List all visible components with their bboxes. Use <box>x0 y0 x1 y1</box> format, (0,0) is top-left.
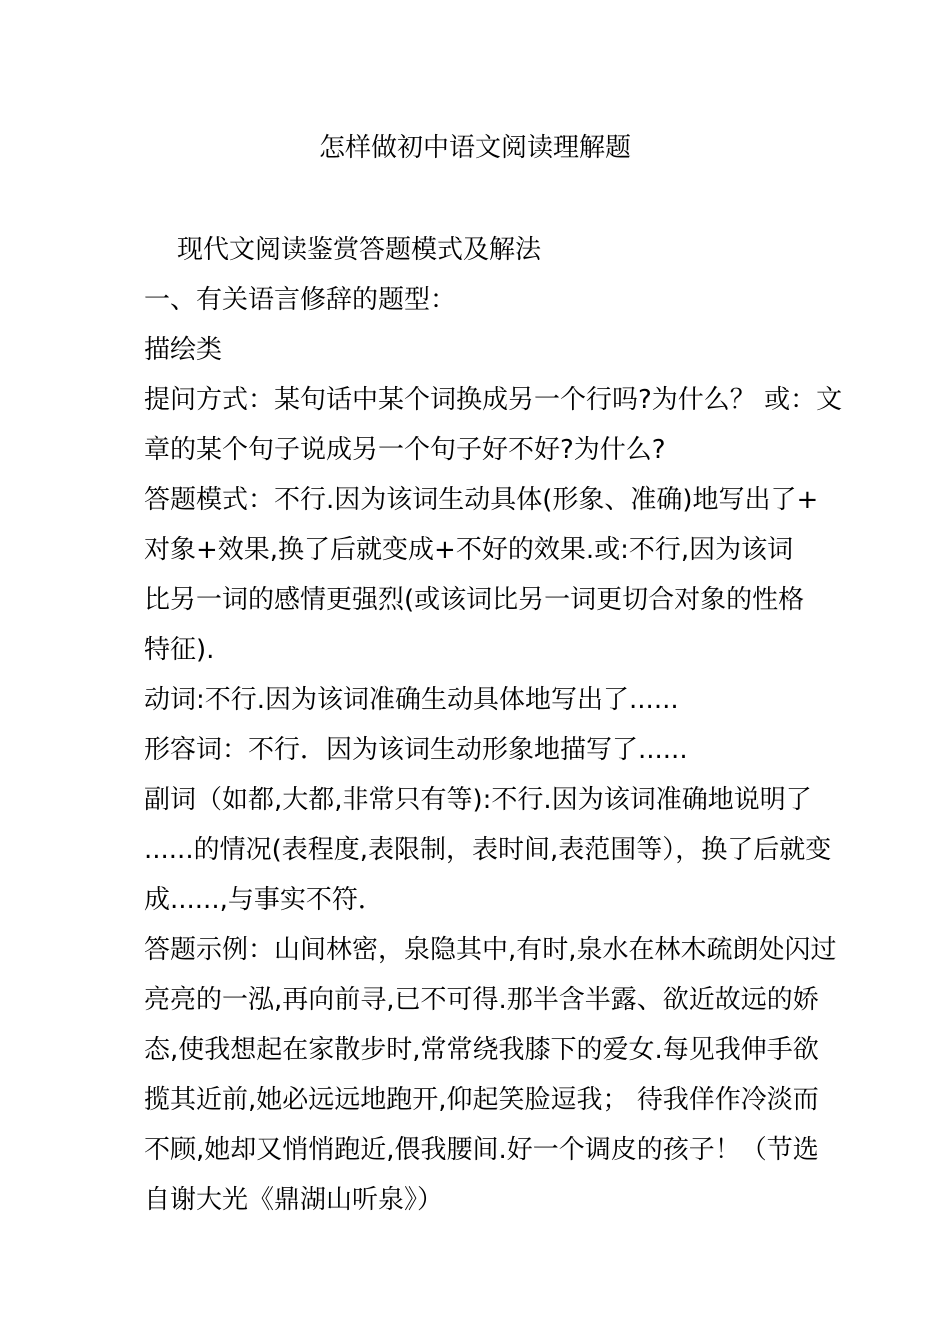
text-line: 成......,与事实不符． <box>144 885 384 915</box>
text-line: 提问方式：某句话中某个词换成另一个行吗?为什么？ 或：文 <box>144 385 843 415</box>
text-line: 描绘类 <box>144 335 223 365</box>
text-line: 形容词：不行．因为该词生动形象地描写了...... <box>144 735 688 765</box>
text-line: 一、有关语言修辞的题型： <box>144 285 457 315</box>
text-line: 特征). <box>144 635 215 665</box>
document-body <box>144 280 843 1230</box>
text-line: 答题示例：山间林密，泉隐其中,有时,泉水在林木疏朗处闪过 <box>144 935 837 965</box>
text-line: 自谢大光《鼎湖山听泉》） <box>144 1185 444 1215</box>
text-line: 副词（如都,大都,非常只有等):不行.因为该词准确地说明了 <box>144 785 812 815</box>
text-line: 揽其近前,她必远远地跑开,仰起笑脸逗我； 待我佯作冷淡而 <box>144 1085 819 1115</box>
text-line: 不顾,她却又悄悄跑近,偎我腰间.好一个调皮的孩子！（节选 <box>144 1135 819 1165</box>
text-line: 亮亮的一泓,再向前寻,已不可得.那半含半露、欲近故远的娇 <box>144 985 819 1015</box>
text-line: 答题模式：不行.因为该词生动具体(形象、准确)地写出了+ <box>144 485 819 515</box>
document-title: 怎样做初中语文阅读理解题 <box>318 133 631 163</box>
text-line: 比另一词的感情更强烈(或该词比另一词更切合对象的性格 <box>144 585 805 615</box>
text-line: 章的某个句子说成另一个句子好不好?为什么? <box>144 435 666 465</box>
text-line: 动词:不行.因为该词准确生动具体地写出了...... <box>144 685 679 715</box>
text-line: ......的情况(表程度,表限制，表时间,表范围等），换了后就变 <box>144 835 832 865</box>
text-line: 对象+效果,换了后就变成+不好的效果.或:不行,因为该词 <box>144 535 794 565</box>
text-line: 态,使我想起在家散步时,常常绕我膝下的爱女.每见我伸手欲 <box>144 1035 819 1065</box>
document-subtitle: 现代文阅读鉴赏答题模式及解法 <box>177 235 542 265</box>
